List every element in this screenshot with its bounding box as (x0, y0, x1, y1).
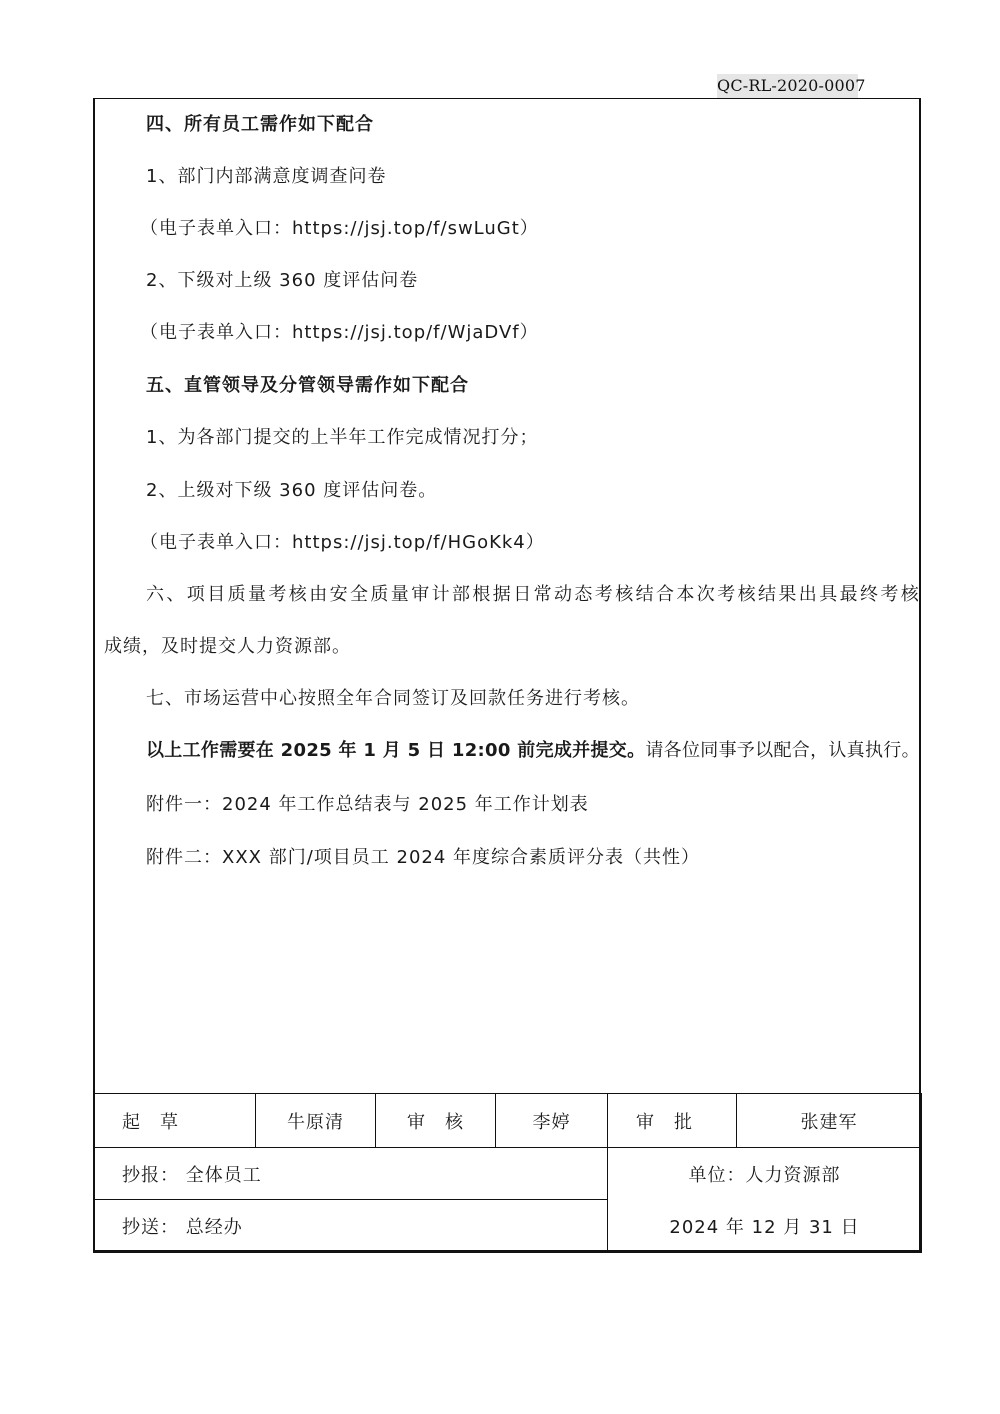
signoff-row-cc (94, 1200, 922, 1253)
deadline-bold: 以上工作需要在 2025 年 1 月 5 日 12:00 前完成并提交。 (146, 740, 646, 761)
cc-cell (94, 1200, 608, 1253)
unit: 单位：人力资源部 (608, 1148, 922, 1200)
draft-name: 牛原清 (256, 1094, 376, 1148)
deadline-paragraph (146, 738, 920, 764)
section-4-heading: 四、所有员工需作如下配合 (146, 114, 374, 135)
attachment-2: 附件二：XXX 部门/项目员工 2024 年度综合素质评分表（共性） (146, 847, 701, 868)
review-label: 审 核 (376, 1094, 496, 1148)
deadline-rest: 请各位同事予以配合，认真执行。 (645, 740, 920, 761)
section-4-item-2: 2、下级对上级 360 度评估问卷 (146, 270, 419, 291)
report-label: 抄报： (122, 1164, 179, 1186)
approve-name: 张建军 (737, 1094, 922, 1148)
section-6-line-1: 六、项目质量考核由安全质量审计部根据日常动态考核结合本次考核结果出具最终考核 (146, 584, 922, 605)
section-5-item-2-link: （电子表单入口：https://jsj.top/f/HGoKk4） (140, 532, 545, 553)
section-5-item-1: 1、为各部门提交的上半年工作完成情况打分； (146, 427, 539, 448)
draft-label: 起 草 (94, 1094, 256, 1148)
section-4-item-2-link: （电子表单入口：https://jsj.top/f/WjaDVf） (140, 322, 539, 343)
approve-label: 审 批 (608, 1094, 737, 1148)
document-code: QC-RL-2020-0007 (717, 74, 858, 98)
section-4-item-1: 1、部门内部满意度调查问卷 (146, 166, 387, 187)
section-5-heading: 五、直管领导及分管领导需作如下配合 (146, 375, 469, 396)
issue-date: 2024 年 12 月 31 日 (608, 1200, 922, 1253)
report-value: 全体员工 (185, 1164, 262, 1186)
section-6-line-2: 成绩，及时提交人力资源部。 (104, 636, 351, 657)
review-name: 李婷 (496, 1094, 608, 1148)
attachment-1: 附件一：2024 年工作总结表与 2025 年工作计划表 (146, 794, 589, 815)
signoff-table (93, 1093, 922, 1253)
signoff-row-report (94, 1148, 922, 1200)
cc-label: 抄送： (122, 1217, 179, 1238)
signoff-row-approval (94, 1094, 922, 1148)
section-4-item-1-link: （电子表单入口：https://jsj.top/f/swLuGt） (140, 218, 539, 239)
section-7: 七、市场运营中心按照全年合同签订及回款任务进行考核。 (146, 688, 640, 709)
report-cell (94, 1148, 608, 1200)
cc-value: 总经办 (185, 1217, 243, 1238)
section-5-item-2: 2、上级对下级 360 度评估问卷。 (146, 480, 438, 501)
